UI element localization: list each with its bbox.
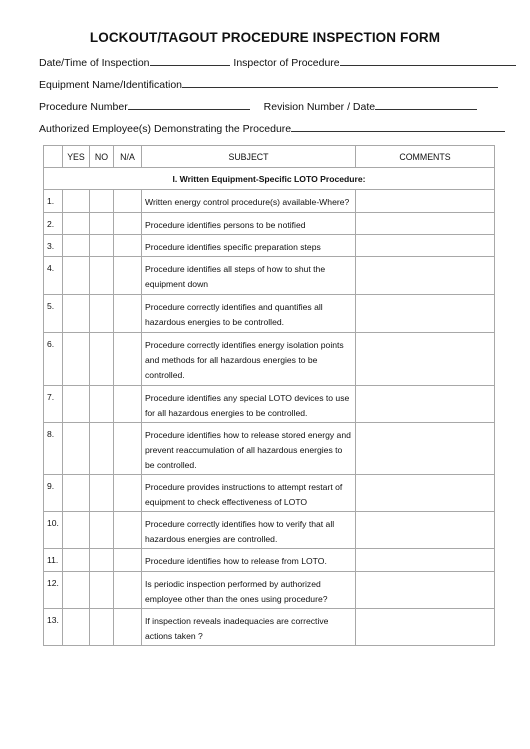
procedure-row xyxy=(39,99,477,113)
row-number: 2. xyxy=(44,213,63,235)
comments-cell[interactable] xyxy=(356,235,495,257)
row-number: 9. xyxy=(44,475,63,512)
table-row xyxy=(44,257,495,295)
yes-cell[interactable] xyxy=(63,295,90,333)
yes-cell[interactable] xyxy=(63,572,90,609)
na-cell[interactable] xyxy=(114,572,142,609)
subject-cell: Procedure identifies how to release from LOTO. xyxy=(142,549,356,572)
row-number: 3. xyxy=(44,235,63,257)
no-cell[interactable] xyxy=(90,386,114,423)
subject-cell: Procedure identifies all steps of how to shut the equipment down xyxy=(142,257,356,295)
subject-cell: Procedure correctly identifies how to verify that all hazardous energies are controlled. xyxy=(142,512,356,549)
row-number: 11. xyxy=(44,549,63,572)
inspector-label: Inspector of Procedure xyxy=(233,57,340,69)
subject-cell: Procedure correctly identifies energy isolation points and methods for all hazardous energies to be controlled. xyxy=(142,333,356,386)
no-cell[interactable] xyxy=(90,423,114,475)
equipment-label: Equipment Name/Identification xyxy=(39,79,182,91)
section-title: I. Written Equipment-Specific LOTO Procedure: xyxy=(44,168,495,190)
date-time-field[interactable] xyxy=(150,55,230,66)
subject-cell: Procedure correctly identifies and quantifies all hazardous energies to be controlled. xyxy=(142,295,356,333)
section-row xyxy=(44,168,495,190)
subject-cell: Procedure identifies how to release stored energy and prevent reaccumulation of all hazardous energies to be controlled. xyxy=(142,423,356,475)
comments-cell[interactable] xyxy=(356,190,495,213)
equipment-row xyxy=(39,77,498,91)
comments-cell[interactable] xyxy=(356,609,495,646)
no-cell[interactable] xyxy=(90,572,114,609)
subject-cell: Procedure identifies persons to be notified xyxy=(142,213,356,235)
comments-cell[interactable] xyxy=(356,549,495,572)
na-cell[interactable] xyxy=(114,386,142,423)
header-yes: YES xyxy=(63,146,90,168)
comments-cell[interactable] xyxy=(356,295,495,333)
yes-cell[interactable] xyxy=(63,423,90,475)
row-number: 13. xyxy=(44,609,63,646)
na-cell[interactable] xyxy=(114,295,142,333)
header-na: N/A xyxy=(114,146,142,168)
na-cell[interactable] xyxy=(114,333,142,386)
table-row xyxy=(44,512,495,549)
revision-field[interactable] xyxy=(375,99,477,110)
row-number: 12. xyxy=(44,572,63,609)
comments-cell[interactable] xyxy=(356,257,495,295)
no-cell[interactable] xyxy=(90,333,114,386)
no-cell[interactable] xyxy=(90,549,114,572)
comments-cell[interactable] xyxy=(356,423,495,475)
na-cell[interactable] xyxy=(114,257,142,295)
table-row xyxy=(44,386,495,423)
yes-cell[interactable] xyxy=(63,190,90,213)
row-number: 4. xyxy=(44,257,63,295)
na-cell[interactable] xyxy=(114,190,142,213)
date-time-label: Date/Time of Inspection xyxy=(39,57,150,69)
no-cell[interactable] xyxy=(90,512,114,549)
yes-cell[interactable] xyxy=(63,235,90,257)
na-cell[interactable] xyxy=(114,213,142,235)
table-row xyxy=(44,423,495,475)
form-title: LOCKOUT/TAGOUT PROCEDURE INSPECTION FORM xyxy=(89,30,441,45)
no-cell[interactable] xyxy=(90,213,114,235)
yes-cell[interactable] xyxy=(63,386,90,423)
authorized-row xyxy=(39,121,505,135)
yes-cell[interactable] xyxy=(63,609,90,646)
header-no: NO xyxy=(90,146,114,168)
table-row xyxy=(44,190,495,213)
table-row xyxy=(44,475,495,512)
na-cell[interactable] xyxy=(114,512,142,549)
header-num xyxy=(44,146,63,168)
subject-cell: Procedure identifies any special LOTO devices to use for all hazardous energies to be controlled. xyxy=(142,386,356,423)
row-number: 10. xyxy=(44,512,63,549)
subject-cell: Written energy control procedure(s) available-Where? xyxy=(142,190,356,213)
row-number: 5. xyxy=(44,295,63,333)
comments-cell[interactable] xyxy=(356,512,495,549)
table-row xyxy=(44,295,495,333)
table-row xyxy=(44,609,495,646)
header-comments: COMMENTS xyxy=(356,146,495,168)
row-number: 1. xyxy=(44,190,63,213)
na-cell[interactable] xyxy=(114,609,142,646)
comments-cell[interactable] xyxy=(356,333,495,386)
yes-cell[interactable] xyxy=(63,475,90,512)
yes-cell[interactable] xyxy=(63,333,90,386)
na-cell[interactable] xyxy=(114,235,142,257)
equipment-field[interactable] xyxy=(182,77,498,88)
header-subject: SUBJECT xyxy=(142,146,356,168)
row-number: 6. xyxy=(44,333,63,386)
table-row xyxy=(44,333,495,386)
na-cell[interactable] xyxy=(114,549,142,572)
table-row xyxy=(44,572,495,609)
comments-cell[interactable] xyxy=(356,572,495,609)
authorized-field[interactable] xyxy=(291,121,505,132)
no-cell[interactable] xyxy=(90,190,114,213)
revision-label: Revision Number / Date xyxy=(263,101,376,113)
subject-cell: Is periodic inspection performed by authorized employee other than the ones using procedure? xyxy=(142,572,356,609)
na-cell[interactable] xyxy=(114,475,142,512)
comments-cell[interactable] xyxy=(356,475,495,512)
subject-cell: Procedure identifies specific preparation steps xyxy=(142,235,356,257)
subject-cell: If inspection reveals inadequacies are corrective actions taken ? xyxy=(142,609,356,646)
table-row xyxy=(44,213,495,235)
no-cell[interactable] xyxy=(90,235,114,257)
inspection-info-row xyxy=(39,55,516,69)
authorized-label: Authorized Employee(s) Demonstrating the Procedure xyxy=(39,123,292,135)
comments-cell[interactable] xyxy=(356,213,495,235)
yes-cell[interactable] xyxy=(63,257,90,295)
yes-cell[interactable] xyxy=(63,512,90,549)
no-cell[interactable] xyxy=(90,475,114,512)
inspection-table xyxy=(43,145,495,646)
procedure-number-field[interactable] xyxy=(128,99,250,110)
row-number: 7. xyxy=(44,386,63,423)
no-cell[interactable] xyxy=(90,295,114,333)
table-row xyxy=(44,549,495,572)
comments-cell[interactable] xyxy=(356,386,495,423)
table-header-row xyxy=(44,146,495,168)
inspector-field[interactable] xyxy=(340,55,516,66)
na-cell[interactable] xyxy=(114,423,142,475)
procedure-number-label: Procedure Number xyxy=(39,101,128,113)
yes-cell[interactable] xyxy=(63,213,90,235)
no-cell[interactable] xyxy=(90,257,114,295)
no-cell[interactable] xyxy=(90,609,114,646)
yes-cell[interactable] xyxy=(63,549,90,572)
table-row xyxy=(44,235,495,257)
subject-cell: Procedure provides instructions to attempt restart of equipment to check effectiveness of LOTO xyxy=(142,475,356,512)
row-number: 8. xyxy=(44,423,63,475)
